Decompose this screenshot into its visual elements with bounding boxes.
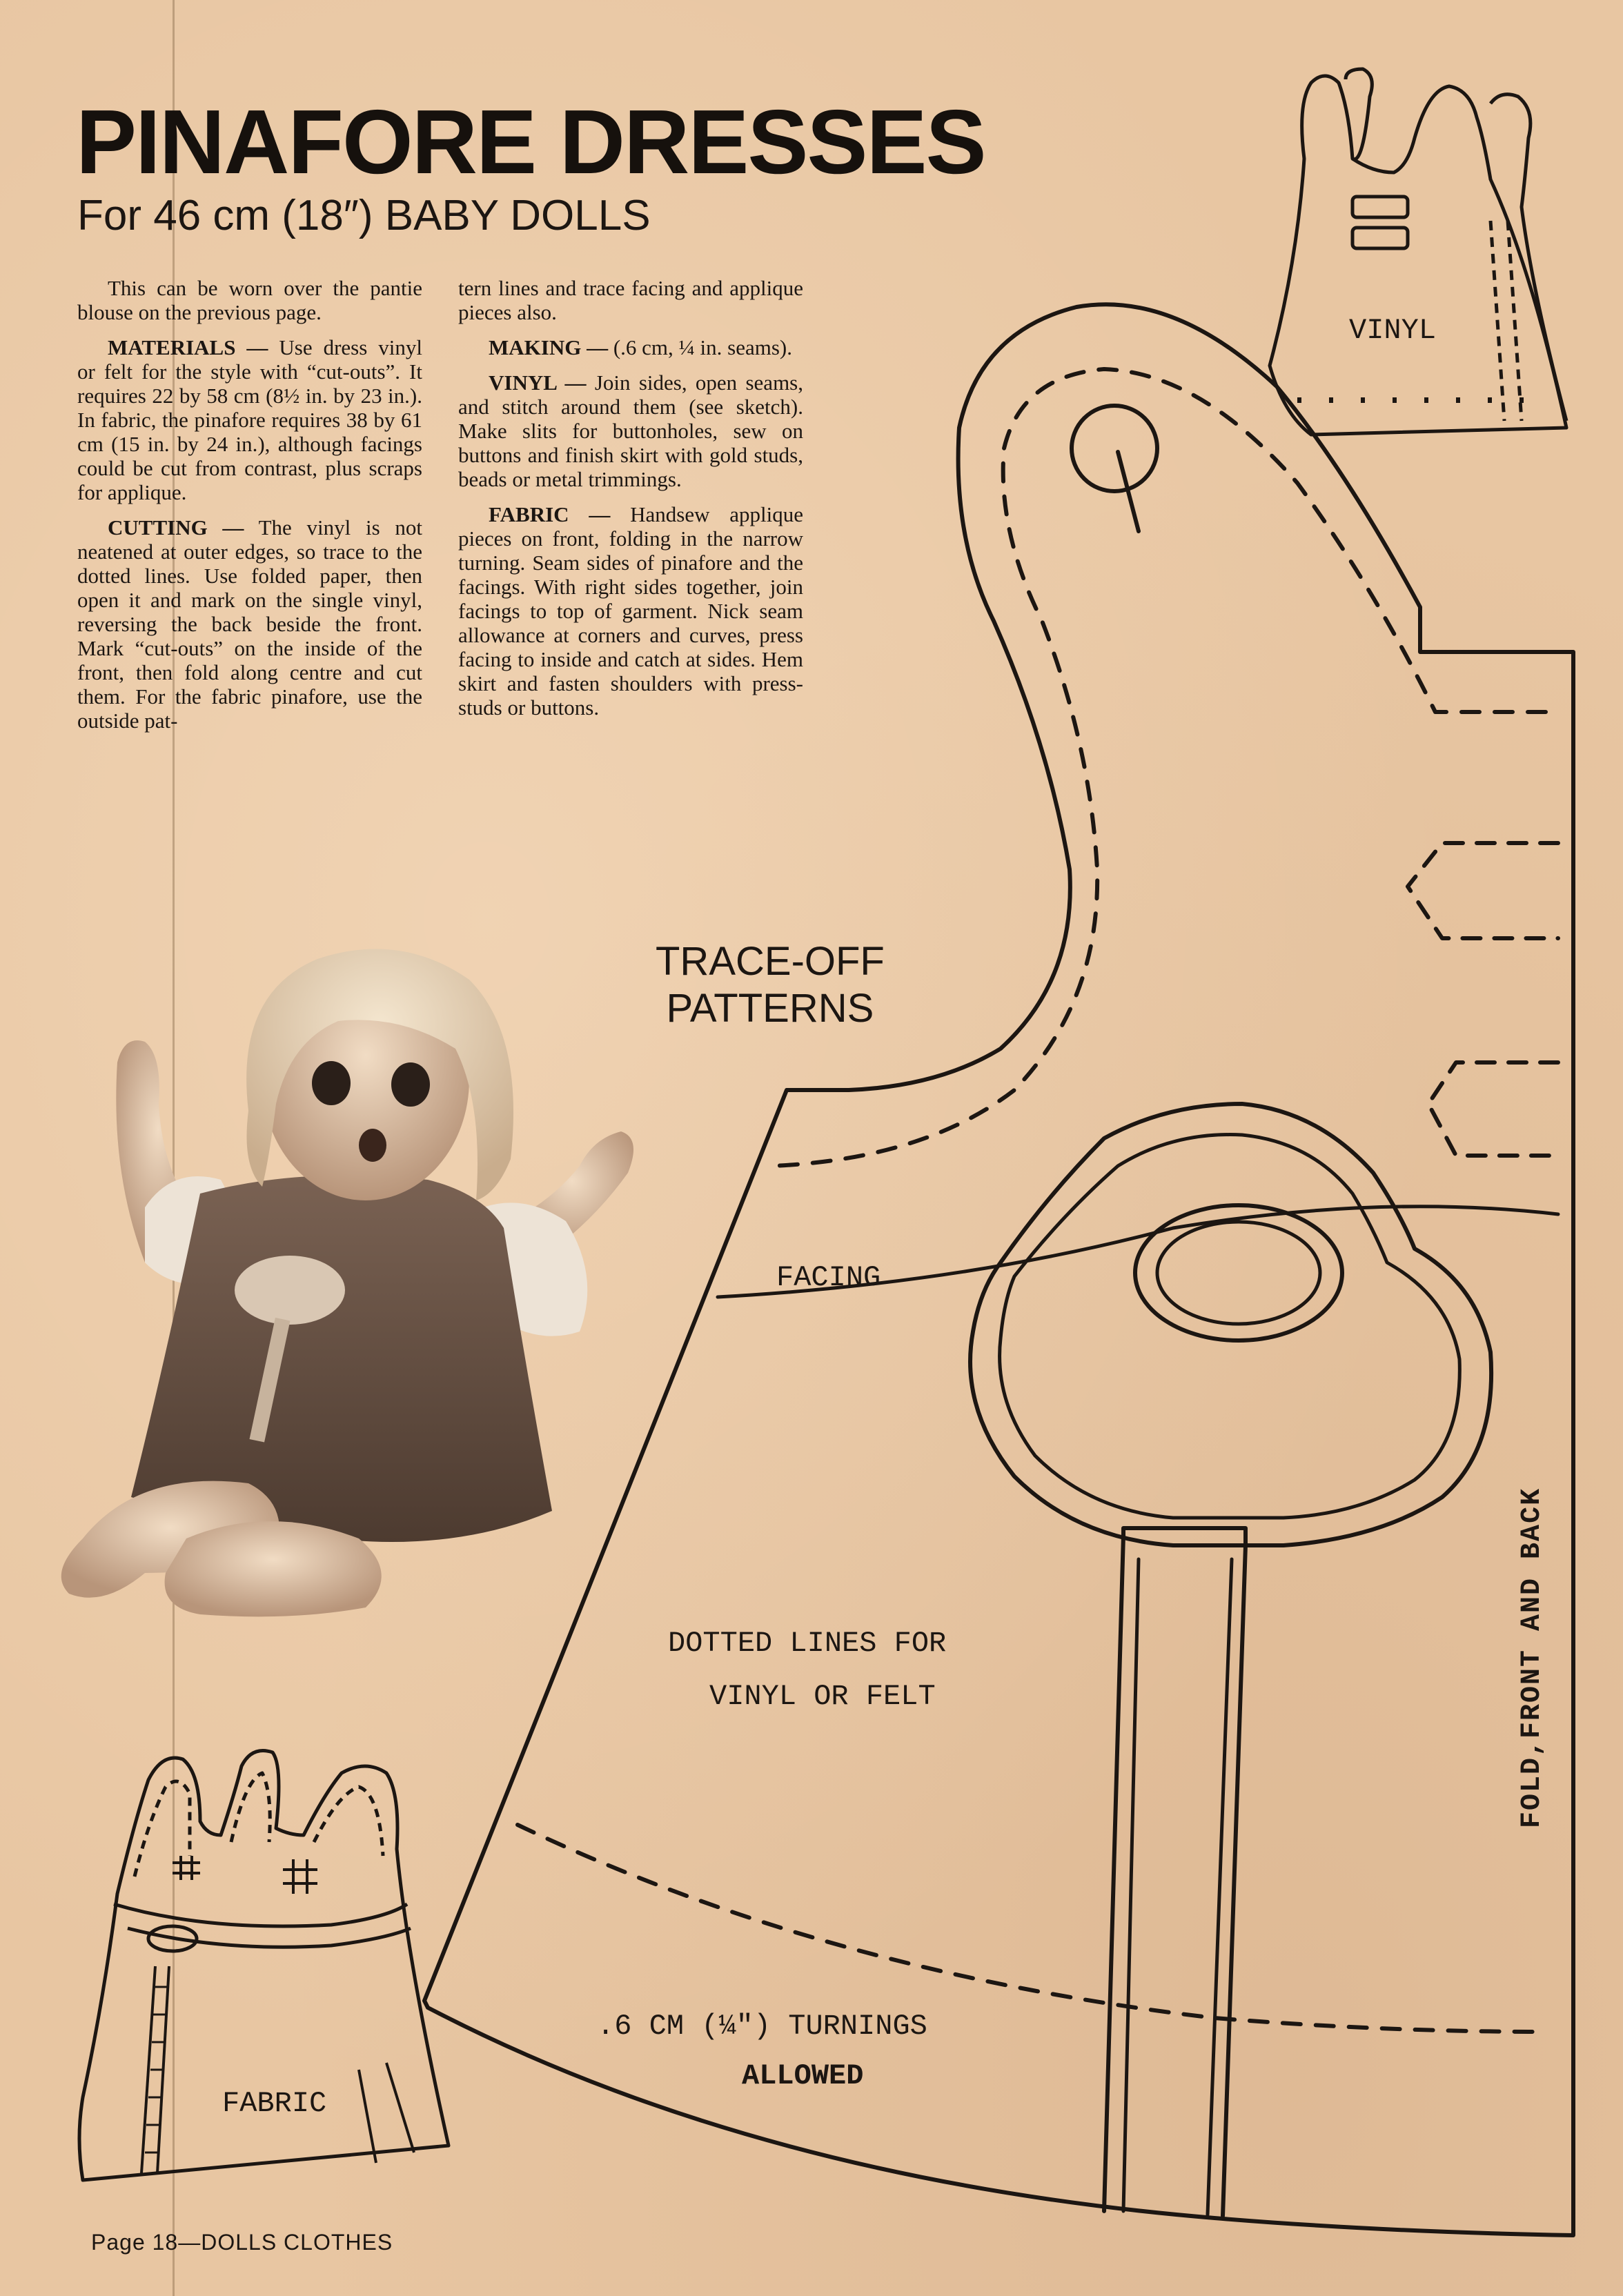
dotted-lines-line-2: VINYL OR FELT — [709, 1680, 936, 1713]
fabric-sketch-label: FABRIC — [222, 2087, 327, 2120]
strip-line-4 — [1223, 1545, 1246, 2216]
making-heading: MAKING — — [489, 335, 609, 359]
doll-eye-left — [312, 1061, 351, 1105]
cutting-heading: CUTTING — — [108, 515, 244, 540]
turnings-line-2: ALLOWED — [742, 2059, 864, 2092]
applique-oval-inner — [1157, 1222, 1320, 1324]
trace-line-1: TRACE-OFF — [656, 939, 885, 984]
doll-mouth — [359, 1129, 386, 1162]
pattern-dotted-outline — [773, 369, 1546, 1166]
page-subtitle: For 46 cm (18″) BABY DOLLS — [77, 192, 651, 239]
vinyl-text: Join sides, open seams, and stitch around them (see sketch). Make slits for buttonholes, sew on buttons and finish skirt with gold studs, beads or metal trimmings. — [458, 370, 803, 491]
buttonhole-circle — [1072, 406, 1157, 491]
materials-text: Use dress vinyl or felt for the style with “cut-outs”. It requires 22 by 58 cm (8½ in. by 23 in.). In fabric, the pinafore requires 38 by 61 cm (15 in. by 24 in.), although facings could be cut from contrast, plus scraps for applique. — [77, 335, 422, 504]
doll-applique — [235, 1256, 345, 1325]
facing-label: FACING — [776, 1261, 881, 1294]
strip-line-2 — [1123, 1559, 1139, 2211]
doll-leg-right — [165, 1521, 382, 1616]
strip-line-1 — [1104, 1535, 1123, 2211]
applique-oval-outer — [1135, 1205, 1342, 1340]
doll-eye-right — [391, 1062, 430, 1107]
making-text: (.6 cm, ¼ in. seams). — [613, 335, 792, 359]
trace-line-2: PATTERNS — [666, 986, 874, 1031]
trace-off-heading — [656, 938, 885, 1032]
materials-heading: MATERIALS — — [108, 335, 268, 359]
cutout-slit-lower — [1428, 1062, 1558, 1156]
vinyl-heading: VINYL — — [489, 370, 587, 395]
vinyl-sketch-label: VINYL — [1349, 314, 1437, 347]
fold-front-back-label: FOLD,FRONT AND BACK — [1517, 1487, 1548, 1828]
pattern-dotted-hem — [518, 1825, 1546, 2032]
page-footer: Page 18—DOLLS CLOTHES — [91, 2230, 393, 2255]
fabric-heading: FABRIC — — [489, 502, 611, 526]
page-title: PINAFORE DRESSES — [76, 91, 985, 192]
turnings-line-1: .6 CM (¼") TURNINGS — [597, 2010, 927, 2043]
cutout-slit-upper — [1408, 843, 1558, 938]
cutting-text: The vinyl is not neatened at outer edges, so trace to the dotted lines. Use folded paper, then open it and mark on the single vinyl, reversing the back beside the front. Mark “cut-outs” on the inside of the front, then fold along centre and cut them. For the fabric pinafore, use the outside pat- — [77, 515, 422, 733]
intro-paragraph: This can be worn over the pantie blouse on the previous page. — [77, 276, 422, 324]
dotted-lines-line-1: DOTTED LINES FOR — [668, 1627, 947, 1660]
fabric-text: Handsew applique pieces on front, folding in the narrow turning. Seam sides of pinafore and the facings. With right sides together, join facings to top of garment. Nick seam allowance at corners and curves, press facing to inside and catch at sides. Hem skirt and fasten shoulders with press-studs or buttons. — [458, 502, 803, 720]
vinyl-sketch — [1270, 69, 1566, 435]
cutting-continued: tern lines and trace facing and applique pieces also. — [458, 276, 803, 324]
applique-inner — [1000, 1135, 1460, 1518]
doll-photo — [41, 931, 662, 1635]
